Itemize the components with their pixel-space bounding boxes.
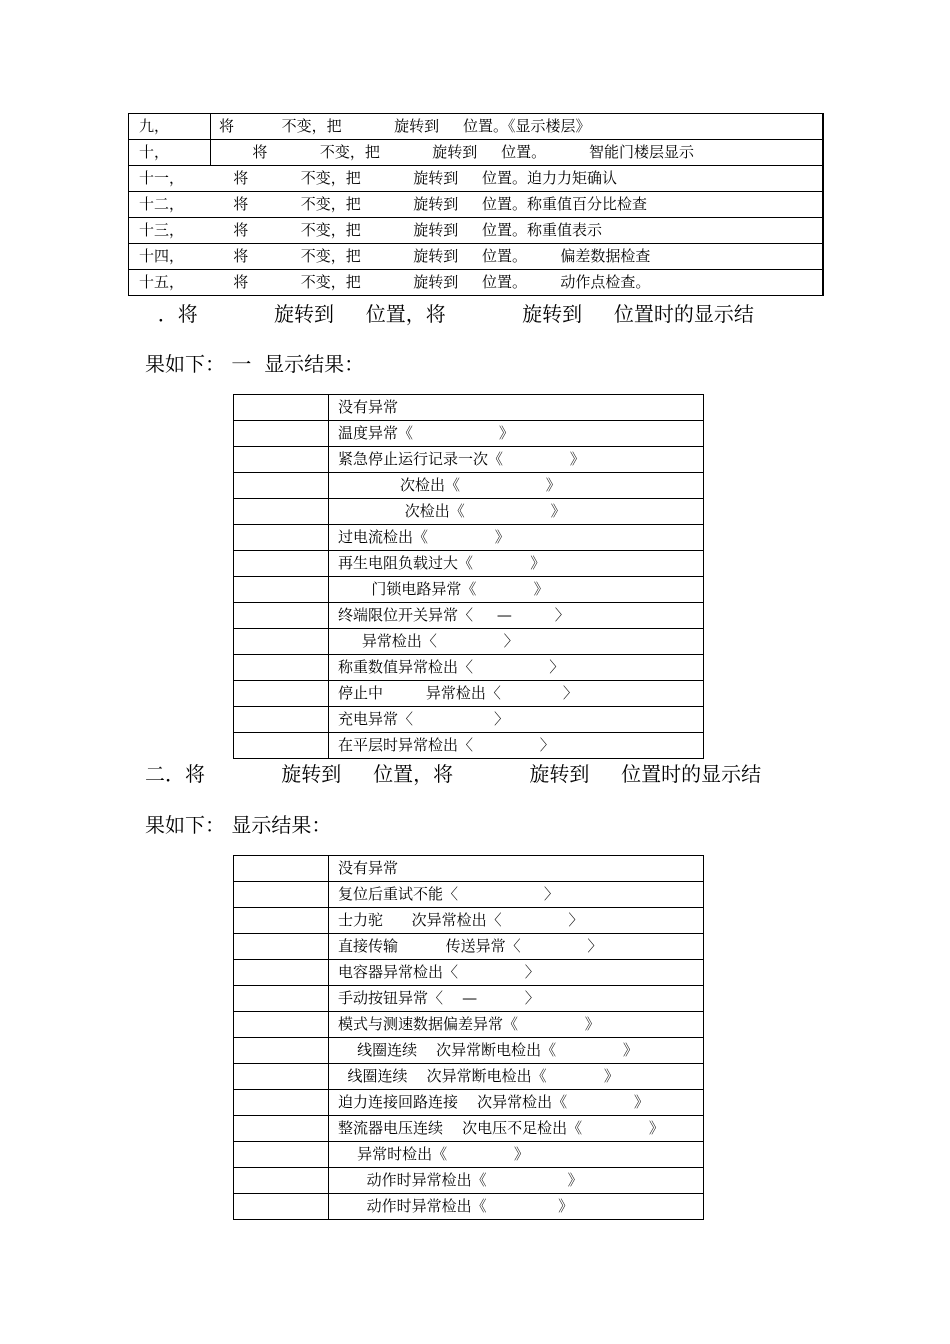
code-cell <box>234 1012 329 1037</box>
code-cell <box>234 707 329 732</box>
result-cell: 充电异常〈 〉 <box>338 710 510 728</box>
result-cell: 模式与测速数据偏差异常《 》 <box>338 1015 600 1033</box>
step-text: 将 不变，把 旋转到 位置。 动作点检查。 <box>219 273 651 291</box>
code-cell <box>234 960 329 985</box>
result-cell: 停止中 异常检出〈 〉 <box>338 684 578 702</box>
code-cell <box>234 395 329 420</box>
result-cell: 终端限位开关异常〈 — 〉 <box>338 606 570 624</box>
step-row <box>129 140 822 166</box>
section-1-heading-line-2: 果如下： 一 显示结果： <box>145 352 365 376</box>
table-row <box>234 1194 703 1219</box>
result-cell: 整流器电压连续 次电压不足检出《 》 <box>338 1119 664 1137</box>
step-number: 九， <box>139 117 170 135</box>
step-row <box>129 218 822 244</box>
code-cell <box>234 499 329 524</box>
table-row <box>234 1064 703 1090</box>
table-row <box>234 882 703 908</box>
table-row <box>234 551 703 577</box>
result-cell: 在平层时异常检出〈 〉 <box>338 736 555 754</box>
code-cell <box>234 551 329 576</box>
result-cell: 温度异常《 》 <box>338 424 514 442</box>
step-number: 十四， <box>139 247 185 265</box>
step-number: 十一， <box>139 169 185 187</box>
table-row <box>234 395 703 421</box>
result-cell: 没有异常 <box>338 398 399 416</box>
code-cell <box>234 1168 329 1193</box>
table-row <box>234 707 703 733</box>
result-cell: 动作时异常检出《 》 <box>338 1171 583 1189</box>
step-text: 将 不变，把 旋转到 位置。 偏差数据检查 <box>219 247 651 265</box>
table-row <box>234 681 703 707</box>
code-cell <box>234 603 329 628</box>
table-row <box>234 1012 703 1038</box>
code-cell <box>234 986 329 1011</box>
code-cell <box>234 473 329 498</box>
result-cell: 没有异常 <box>338 859 399 877</box>
table-row <box>234 1038 703 1064</box>
result-cell: 士力驼 次异常检出〈 〉 <box>338 911 584 929</box>
step-text: 将 不变，把 旋转到 位置。称重值表示 <box>219 221 603 239</box>
code-cell <box>234 1116 329 1141</box>
code-cell <box>234 655 329 680</box>
step-text: 将 不变，把 旋转到 位置。 智能门楼层显示 <box>219 143 695 161</box>
result-cell: 线圈连续 次异常断电检出《 》 <box>338 1067 619 1085</box>
result-cell: 紧急停止运行记录一次《 》 <box>338 450 585 468</box>
result-table-2 <box>233 855 704 1220</box>
result-cell: 门锁电路异常《 》 <box>338 580 549 598</box>
result-cell: 异常时检出《 》 <box>338 1145 529 1163</box>
step-text: 将 不变，把 旋转到 位置。迫力力矩确认 <box>219 169 618 187</box>
table-row <box>234 908 703 934</box>
code-cell <box>234 856 329 881</box>
step-number: 十三， <box>139 221 185 239</box>
table-row <box>234 934 703 960</box>
code-cell <box>234 934 329 959</box>
table-row <box>234 986 703 1012</box>
table-row <box>234 473 703 499</box>
code-cell <box>234 1090 329 1115</box>
table-row <box>234 1116 703 1142</box>
table-row <box>234 1168 703 1194</box>
table-row <box>234 856 703 882</box>
code-cell <box>234 908 329 933</box>
step-number: 十， <box>139 143 170 161</box>
cell-divider <box>210 140 211 165</box>
result-cell: 过电流检出《 》 <box>338 528 510 546</box>
result-cell: 线圈连续 次异常断电检出《 》 <box>338 1041 638 1059</box>
table-row <box>234 525 703 551</box>
table-row <box>234 1090 703 1116</box>
result-cell: 异常检出〈 〉 <box>338 632 519 650</box>
table-row <box>234 577 703 603</box>
code-cell <box>234 1142 329 1167</box>
table-row <box>234 960 703 986</box>
table-row <box>234 421 703 447</box>
steps-table <box>128 113 824 296</box>
section-2-heading-line-1: 二．将 旋转到 位置，将 旋转到 位置时的显示结 <box>145 762 762 786</box>
result-cell: 手动按钮异常〈 — 〉 <box>338 989 540 1007</box>
table-row <box>234 447 703 473</box>
code-cell <box>234 1064 329 1089</box>
table-row <box>234 655 703 681</box>
step-text: 将 不变，把 旋转到 位置。称重值百分比检查 <box>219 195 648 213</box>
result-cell: 称重数值异常检出〈 〉 <box>338 658 565 676</box>
result-cell: 直接传输 传送异常〈 〉 <box>338 937 603 955</box>
code-cell <box>234 681 329 706</box>
cell-divider <box>210 114 211 139</box>
result-cell: 动作时异常检出《 》 <box>338 1197 574 1215</box>
step-text: 将 不变，把 旋转到 位置。《显示楼层》 <box>219 117 591 135</box>
code-cell <box>234 629 329 654</box>
code-cell <box>234 447 329 472</box>
result-cell: 电容器异常检出〈 〉 <box>338 963 540 981</box>
section-2-heading-line-2: 果如下： 显示结果： <box>145 813 332 837</box>
step-row <box>129 244 822 270</box>
code-cell <box>234 577 329 602</box>
result-cell: 再生电阻负载过大《 》 <box>338 554 546 572</box>
table-row <box>234 629 703 655</box>
step-row <box>129 166 822 192</box>
result-cell: 次检出《 》 <box>338 502 566 520</box>
code-cell <box>234 421 329 446</box>
result-cell: 迫力连接回路连接 次异常检出《 》 <box>338 1093 649 1111</box>
section-1-heading-line-1: ．将 旋转到 位置，将 旋转到 位置时的显示结 <box>145 302 754 326</box>
step-number: 十二， <box>139 195 185 213</box>
table-row <box>234 603 703 629</box>
step-row <box>129 114 822 140</box>
step-row <box>129 270 822 295</box>
table-row <box>234 1142 703 1168</box>
table-row <box>234 733 703 758</box>
code-cell <box>234 1194 329 1219</box>
code-cell <box>234 733 329 758</box>
table-row <box>234 499 703 525</box>
result-table-1 <box>233 394 704 759</box>
result-cell: 复位后重试不能〈 〉 <box>338 885 559 903</box>
step-number: 十五， <box>139 273 185 291</box>
result-cell: 次检出《 》 <box>338 476 561 494</box>
code-cell <box>234 525 329 550</box>
code-cell <box>234 882 329 907</box>
step-row <box>129 192 822 218</box>
code-cell <box>234 1038 329 1063</box>
